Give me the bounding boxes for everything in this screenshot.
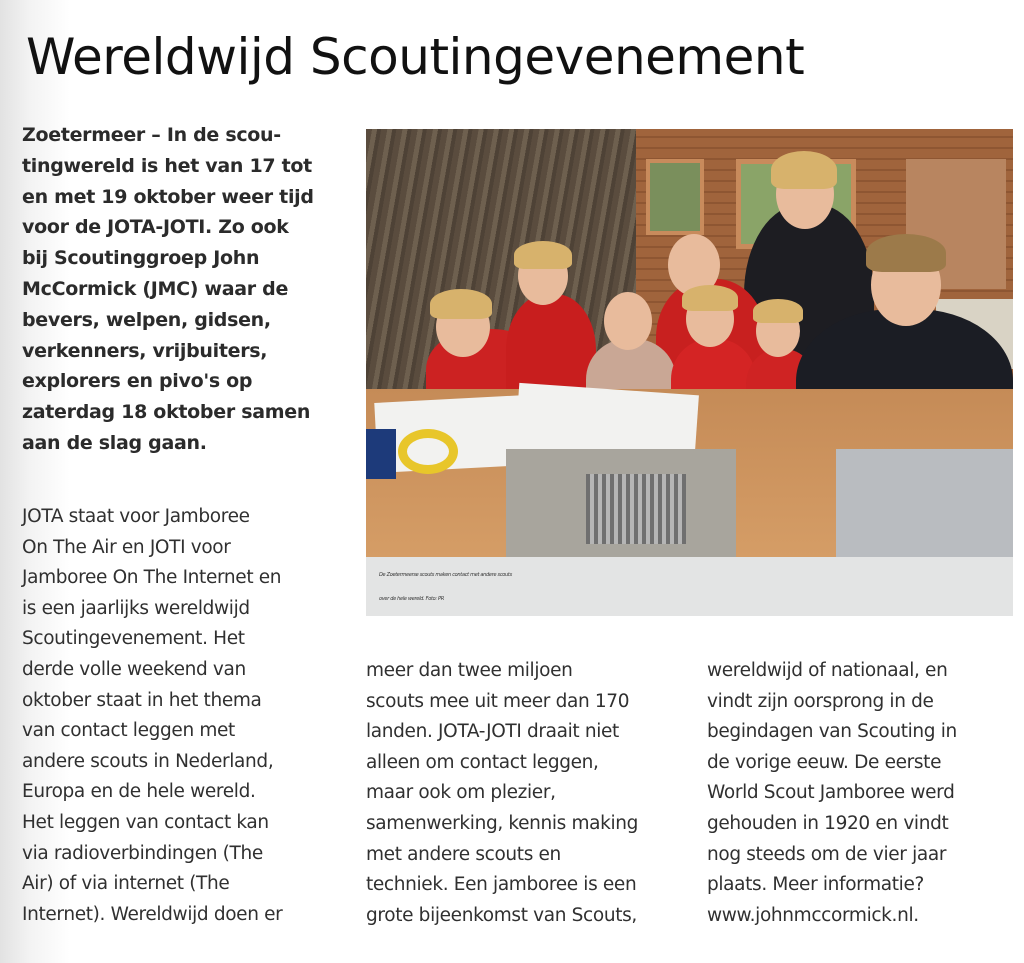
body-line: andere scouts in Nederland, xyxy=(22,750,274,772)
body-line: wereldwijd of nationaal, en xyxy=(707,660,948,681)
website-link[interactable]: www.johnmccormick.nl. xyxy=(707,904,919,926)
article-title: Wereldwijd Scoutingevenement xyxy=(26,28,805,86)
lead-line: aan de slag gaan. xyxy=(22,431,207,454)
caption-line: De Zoetermeerse scouts maken contact met andere scouts xyxy=(379,572,512,578)
photo-mug xyxy=(366,429,396,479)
photo-radio-heatsink xyxy=(586,474,686,544)
photo-hair xyxy=(682,285,738,311)
body-line: oktober staat in het thema xyxy=(22,689,262,711)
lead-line: McCormick (JMC) waar de xyxy=(22,277,289,300)
photo-hair xyxy=(866,234,946,272)
body-line: alleen om contact leggen, xyxy=(366,751,599,773)
body-line: Europa en de hele wereld. xyxy=(22,781,256,803)
body-line: scouts mee uit meer dan 170 xyxy=(366,690,630,712)
body-line: grote bijeenkomst van Scouts, xyxy=(366,904,637,926)
photo-hair xyxy=(753,299,803,323)
body-column-3 xyxy=(707,656,1017,931)
lead-line: explorers en pivo's op xyxy=(22,370,253,393)
lead-line: en met 19 oktober weer tijd xyxy=(22,185,314,208)
body-line: is een jaarlijks wereldwijd xyxy=(22,597,250,619)
body-line: via radioverbindingen (The xyxy=(22,842,263,864)
body-line: derde volle weekend van xyxy=(22,658,246,680)
photo-caption xyxy=(366,557,1013,616)
body-line: gehouden in 1920 en vindt xyxy=(707,812,949,834)
lead-line: tingwereld is het van 17 tot xyxy=(22,154,312,177)
body-line: World Scout Jamboree werd xyxy=(707,782,955,804)
body-line: vindt zijn oorsprong in de xyxy=(707,690,934,712)
photo-hair xyxy=(514,241,572,269)
body-line: techniek. Een jamboree is een xyxy=(366,874,637,896)
caption-line: over de hele wereld. Foto: PR xyxy=(379,596,444,602)
body-line: meer dan twee miljoen xyxy=(366,660,573,681)
body-line: nog steeds om de vier jaar xyxy=(707,843,947,865)
article-lead xyxy=(22,120,352,459)
photo-tape-roll xyxy=(398,429,458,474)
body-line: JOTA staat voor Jamboree xyxy=(22,506,250,527)
lead-line: zaterdag 18 oktober samen xyxy=(22,401,311,424)
lead-line: bevers, welpen, gidsen, xyxy=(22,308,271,331)
lead-line: Zoetermeer – In de scou- xyxy=(22,124,281,146)
lead-line: verkenners, vrijbuiters, xyxy=(22,339,268,362)
body-line: Jamboree On The Internet en xyxy=(22,567,282,589)
body-column-1 xyxy=(22,502,352,930)
article-photo xyxy=(366,129,1013,557)
photo-hair xyxy=(430,289,492,319)
body-line: On The Air en JOTI voor xyxy=(22,536,231,558)
body-line: maar ook om plezier, xyxy=(366,782,556,804)
body-column-2 xyxy=(366,656,696,931)
body-line: Internet). Wereldwijd doen er xyxy=(22,903,283,925)
body-line: Air) of via internet (The xyxy=(22,873,230,895)
body-line: met andere scouts en xyxy=(366,843,561,865)
body-line: plaats. Meer informatie? xyxy=(707,874,924,896)
photo-hair xyxy=(771,151,837,189)
photo-laptop xyxy=(836,449,1013,557)
body-line: Het leggen van contact kan xyxy=(22,811,269,833)
photo-head xyxy=(604,292,652,350)
body-line: samenwerking, kennis making xyxy=(366,812,639,834)
lead-line: voor de JOTA-JOTI. Zo ook xyxy=(22,216,289,239)
body-line: Scoutingevenement. Het xyxy=(22,628,245,650)
body-line: landen. JOTA-JOTI draait niet xyxy=(366,721,619,743)
body-line: de vorige eeuw. De eerste xyxy=(707,751,942,773)
photo-window xyxy=(646,159,704,235)
body-line: begindagen van Scouting in xyxy=(707,721,957,743)
lead-line: bij Scoutinggroep John xyxy=(22,247,260,270)
body-line: van contact leggen met xyxy=(22,720,235,742)
